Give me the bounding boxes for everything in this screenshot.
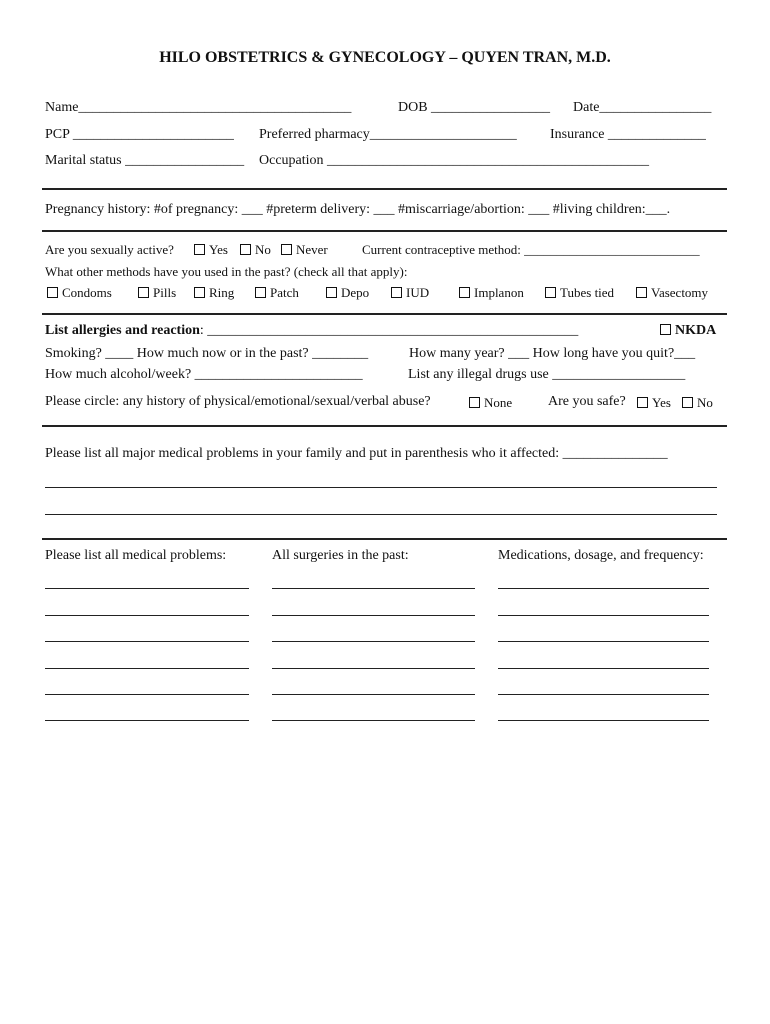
section-divider: [42, 230, 727, 232]
surgeries-heading: All surgeries in the past:: [272, 548, 409, 563]
medical-problem-line[interactable]: [45, 615, 249, 616]
checkbox-icon[interactable]: [138, 287, 149, 298]
nkda-option[interactable]: NKDA: [660, 324, 716, 338]
section-divider: [42, 425, 727, 427]
method-vasectomy-option[interactable]: Vasectomy: [636, 286, 708, 299]
method-depo-option[interactable]: Depo: [326, 286, 369, 299]
alcohol-field[interactable]: How much alcohol/week? ________________________: [45, 367, 363, 382]
sexually-active-yes-option[interactable]: Yes: [194, 243, 228, 256]
surgery-line[interactable]: [272, 668, 475, 669]
checkbox-icon[interactable]: [636, 287, 647, 298]
checkbox-icon[interactable]: [459, 287, 470, 298]
pregnancy-history-field[interactable]: Pregnancy history: #of pregnancy: ___ #preterm delivery: ___ #miscarriage/abortion: ___ #living children:___.: [45, 202, 671, 217]
surgery-line[interactable]: [272, 588, 475, 589]
allergies-label: List allergies and reaction: [45, 323, 200, 338]
surgery-line[interactable]: [272, 694, 475, 695]
checkbox-icon[interactable]: [194, 287, 205, 298]
surgery-line[interactable]: [272, 720, 475, 721]
pcp-field[interactable]: PCP _______________________: [45, 127, 234, 142]
abuse-none-option[interactable]: None: [469, 396, 512, 409]
sexually-active-question: Are you sexually active?: [45, 242, 174, 257]
section-divider: [42, 313, 727, 315]
medical-problems-heading: Please list all medical problems:: [45, 548, 227, 563]
checkbox-icon[interactable]: [682, 397, 693, 408]
checkbox-icon[interactable]: [660, 324, 671, 335]
checkbox-icon[interactable]: [194, 244, 205, 255]
checkbox-icon[interactable]: [47, 287, 58, 298]
occupation-field[interactable]: Occupation ______________________________________________: [259, 153, 650, 168]
checkbox-icon[interactable]: [326, 287, 337, 298]
medications-heading: Medications, dosage, and frequency:: [498, 548, 704, 563]
method-pills-option[interactable]: Pills: [138, 286, 176, 299]
smoking-field[interactable]: Smoking? ____ How much now or in the past? ________: [45, 346, 369, 361]
safe-no-option[interactable]: No: [682, 396, 713, 409]
family-history-line[interactable]: [45, 514, 717, 515]
section-divider: [42, 188, 727, 190]
medication-line[interactable]: [498, 641, 709, 642]
method-ring-option[interactable]: Ring: [194, 286, 234, 299]
other-methods-question: What other methods have you used in the past? (check all that apply):: [45, 264, 408, 279]
checkbox-icon[interactable]: [240, 244, 251, 255]
medication-line[interactable]: [498, 694, 709, 695]
date-field[interactable]: Date________________: [573, 100, 712, 115]
illegal-drugs-field[interactable]: List any illegal drugs use ___________________: [408, 367, 686, 382]
medical-problem-line[interactable]: [45, 641, 249, 642]
section-divider: [42, 538, 727, 540]
contraceptive-method-field[interactable]: Current contraceptive method: ___________________________: [362, 242, 700, 257]
medical-problem-line[interactable]: [45, 668, 249, 669]
pharmacy-field[interactable]: Preferred pharmacy_____________________: [259, 127, 517, 142]
smoking-years-field[interactable]: How many year? ___ How long have you quit?___: [409, 346, 696, 361]
surgery-line[interactable]: [272, 615, 475, 616]
insurance-field[interactable]: Insurance ______________: [550, 127, 706, 142]
checkbox-icon[interactable]: [255, 287, 266, 298]
safe-yes-option[interactable]: Yes: [637, 396, 671, 409]
medical-problem-line[interactable]: [45, 694, 249, 695]
checkbox-icon[interactable]: [469, 397, 480, 408]
safety-question: Are you safe?: [548, 394, 626, 409]
family-history-line[interactable]: [45, 487, 717, 488]
method-patch-option[interactable]: Patch: [255, 286, 299, 299]
medication-line[interactable]: [498, 668, 709, 669]
form-title: HILO OBSTETRICS & GYNECOLOGY – QUYEN TRAN, M.D.: [159, 49, 611, 66]
checkbox-icon[interactable]: [281, 244, 292, 255]
marital-status-field[interactable]: Marital status _________________: [45, 153, 245, 168]
medication-line[interactable]: [498, 588, 709, 589]
dob-field[interactable]: DOB _________________: [398, 100, 551, 115]
method-tubes-tied-option[interactable]: Tubes tied: [545, 286, 614, 299]
sexually-active-never-option[interactable]: Never: [281, 243, 328, 256]
abuse-question: Please circle: any history of physical/emotional/sexual/verbal abuse?: [45, 394, 431, 409]
allergies-field[interactable]: List allergies and reaction: _____________________________________________________: [45, 323, 579, 338]
family-history-field[interactable]: Please list all major medical problems in your family and put in parenthesis who it affected: _______________: [45, 446, 668, 461]
method-condoms-option[interactable]: Condoms: [47, 286, 112, 299]
checkbox-icon[interactable]: [391, 287, 402, 298]
medical-problem-line[interactable]: [45, 720, 249, 721]
medication-line[interactable]: [498, 720, 709, 721]
checkbox-icon[interactable]: [545, 287, 556, 298]
surgery-line[interactable]: [272, 641, 475, 642]
sexually-active-no-option[interactable]: No: [240, 243, 271, 256]
medication-line[interactable]: [498, 615, 709, 616]
method-iud-option[interactable]: IUD: [391, 286, 429, 299]
checkbox-icon[interactable]: [637, 397, 648, 408]
name-field[interactable]: Name_______________________________________: [45, 100, 352, 115]
medical-problem-line[interactable]: [45, 588, 249, 589]
method-implanon-option[interactable]: Implanon: [459, 286, 524, 299]
